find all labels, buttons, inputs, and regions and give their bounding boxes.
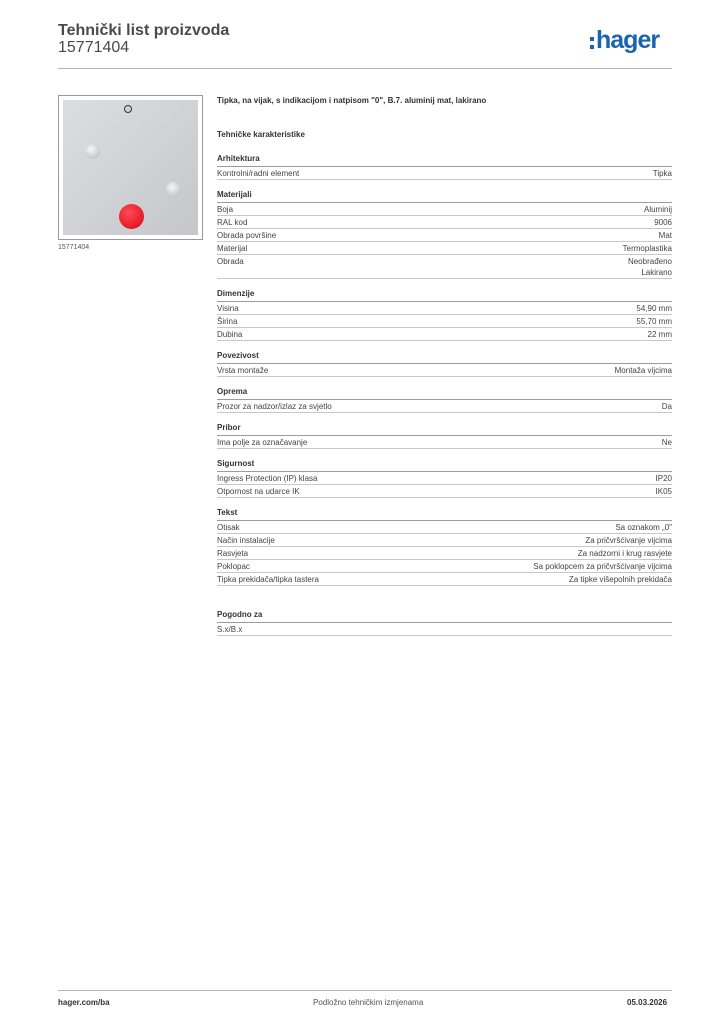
indicator-led-icon: [119, 204, 144, 229]
spec-value: [656, 473, 672, 484]
spec-value: [648, 329, 672, 340]
spec-label: Materijal: [217, 244, 248, 253]
spec-label: Otpornost na udarce IK: [217, 487, 300, 496]
spec-value-line: Sa poklopcem za pričvršćivanje vijcima: [533, 562, 672, 571]
spec-label: Obrada: [217, 257, 244, 266]
spec-value: [623, 243, 672, 254]
spec-row: [217, 315, 672, 328]
spec-value: [662, 437, 672, 448]
spec-value-line: 22 mm: [647, 330, 672, 339]
group-title: Arhitektura: [217, 154, 672, 167]
spec-row: [217, 255, 672, 279]
header-divider: [58, 68, 672, 69]
image-caption: 15771404: [58, 244, 90, 251]
spec-value-line: Ne: [661, 438, 672, 447]
spec-row: [217, 534, 672, 547]
spec-value: [585, 535, 672, 546]
spec-label: Tipka prekidača/tipka tastera: [217, 575, 319, 584]
spec-value-line: Mat: [658, 231, 672, 240]
spec-label: Rasvjeta: [217, 549, 249, 558]
spec-value-line: Montaža vijcima: [614, 366, 672, 375]
spec-label: Dubina: [217, 330, 243, 339]
spec-label: Obrada površine: [217, 231, 277, 240]
footer-divider: [58, 990, 672, 991]
spec-row: [217, 472, 672, 485]
spec-value-line: Sa oznakom „0": [615, 523, 672, 532]
spec-value: [656, 486, 672, 497]
spec-group: [217, 289, 672, 341]
spec-row: [217, 302, 672, 315]
product-code: 15771404: [58, 39, 130, 56]
spec-label: Vrsta montaže: [217, 366, 269, 375]
group-title: Dimenzije: [217, 289, 672, 302]
spec-value-line: 54,90 mm: [636, 304, 672, 313]
spec-label: Otisak: [217, 523, 240, 532]
spec-value-line: IK05: [655, 487, 672, 496]
spec-row: [217, 521, 672, 534]
spec-value: [659, 230, 672, 241]
spec-groups: [217, 154, 672, 586]
spec-label: Boja: [217, 205, 234, 214]
spec-row: [217, 328, 672, 341]
logo-dots-icon: [590, 37, 594, 53]
spec-value: [628, 256, 672, 278]
spec-label: Način instalacije: [217, 536, 275, 545]
switch-plate: [63, 100, 198, 235]
document-title: Tehnički list proizvoda: [58, 22, 230, 39]
spec-value-line: Da: [661, 402, 672, 411]
spec-value: [533, 561, 672, 572]
switch-knob-icon: [166, 182, 181, 197]
product-title: Tipka, na vijak, s indikacijom i natpisom "0", B.7. aluminij mat, lakirano: [217, 96, 487, 105]
group-title: Tekst: [217, 508, 672, 521]
spec-value-line: Za tipke višepolnih prekidača: [568, 575, 672, 584]
suitable-row: [217, 623, 672, 636]
footer-website[interactable]: hager.com/ba: [58, 998, 110, 1007]
group-title: Pribor: [217, 423, 672, 436]
spec-value: [615, 522, 672, 533]
spec-value-line: Tipka: [652, 169, 672, 178]
spec-row: [217, 216, 672, 229]
spec-value-line: 55,70 mm: [636, 317, 672, 326]
spec-row: [217, 485, 672, 498]
group-title: Povezivost: [217, 351, 672, 364]
spec-value-line: Aluminij: [643, 205, 672, 214]
spec-value: [578, 548, 672, 559]
spec-value-line: 9006: [654, 218, 672, 227]
spec-value-line: IP20: [655, 474, 672, 483]
spec-value-line: Neobrađeno: [627, 257, 672, 266]
spec-value-line: Za pričvršćivanje vijcima: [585, 536, 672, 545]
suitable-item: S.x/B.x: [217, 625, 243, 634]
spec-label: Širina: [217, 317, 238, 326]
spec-group: [217, 423, 672, 449]
spec-value: [636, 316, 672, 327]
spec-value: [615, 365, 672, 376]
logo-wordmark: hager: [596, 26, 660, 54]
spec-value: [636, 303, 672, 314]
spec-group: [217, 387, 672, 413]
spec-group: [217, 351, 672, 377]
spec-label: Kontrolni/radni element: [217, 169, 300, 178]
spec-row: [217, 229, 672, 242]
spec-label: Prozor za nadzor/izlaz za svjetlo: [217, 402, 332, 411]
group-title: Materijali: [217, 190, 672, 203]
group-title: Oprema: [217, 387, 672, 400]
spec-value: [662, 401, 672, 412]
spec-value: [653, 168, 672, 179]
spec-content: [217, 96, 672, 636]
spec-row: [217, 436, 672, 449]
switch-knob-icon: [85, 144, 100, 159]
spec-row: [217, 547, 672, 560]
spec-label: Poklopac: [217, 562, 250, 571]
spec-row: [217, 203, 672, 216]
spec-value: [569, 574, 672, 585]
spec-group: [217, 190, 672, 279]
spec-row: [217, 167, 672, 180]
spec-row: [217, 573, 672, 586]
section-heading: Tehničke karakteristike: [217, 130, 305, 139]
spec-label: RAL kod: [217, 218, 248, 227]
spec-row: [217, 560, 672, 573]
spec-row: [217, 400, 672, 413]
spec-row: [217, 364, 672, 377]
spec-value-line: Za nadzorni i krug rasvjete: [577, 549, 672, 558]
spec-value: [654, 217, 672, 228]
spec-value-line: Termoplastika: [622, 244, 672, 253]
footer-note: Podložno tehničkim izmjenama: [313, 998, 424, 1007]
spec-label: Visina: [217, 304, 239, 313]
spec-row: [217, 242, 672, 255]
product-image: [58, 95, 203, 240]
spec-group: [217, 508, 672, 586]
screw-ring-icon: [124, 105, 132, 113]
group-title: Sigurnost: [217, 459, 672, 472]
suitable-section: [217, 610, 672, 636]
suitable-title: Pogodno za: [217, 610, 672, 623]
hager-logo[interactable]: [590, 26, 680, 57]
spec-value-line: Lakirano: [641, 268, 672, 277]
spec-group: [217, 154, 672, 180]
spec-label: Ingress Protection (IP) klasa: [217, 474, 318, 483]
spec-value: [644, 204, 672, 215]
footer-date: 05.03.2026: [627, 998, 668, 1007]
spec-label: Ima polje za označavanje: [217, 438, 308, 447]
spec-group: [217, 459, 672, 498]
